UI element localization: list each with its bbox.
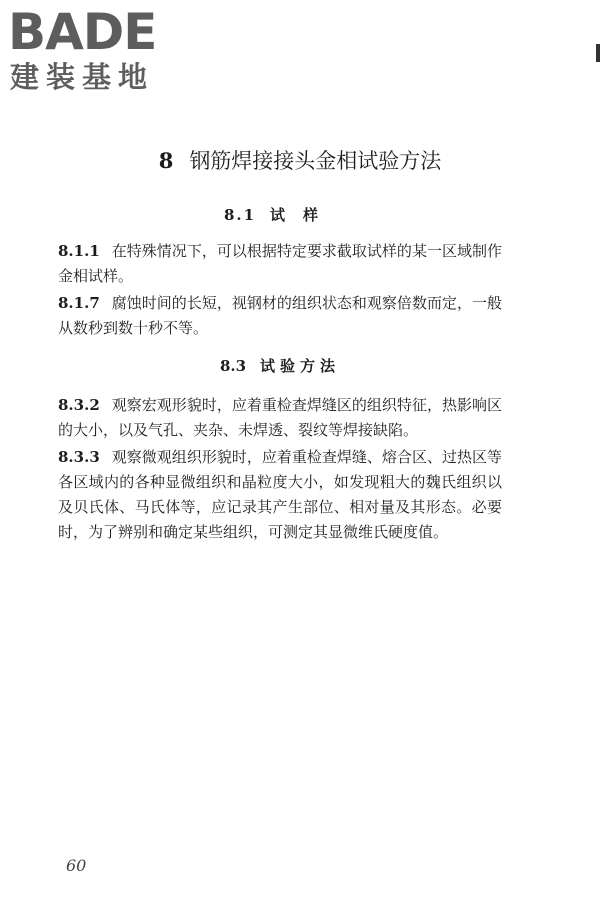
clause-number: 8.3.2	[58, 396, 100, 414]
clause-8-1-7	[58, 291, 502, 341]
section-title-text: 试验方法	[260, 357, 341, 375]
clause-text: 在特殊情况下，可以根据特定要求截取试样的某一区域制作金相试样。	[58, 242, 502, 285]
chapter-title	[0, 146, 600, 176]
clause-text: 观察宏观形貌时，应着重检查焊缝区的组织特征，热影响区的大小，以及气孔、夹杂、未焊透、裂纹等焊接缺陷。	[58, 396, 502, 439]
page-edge-mark	[596, 44, 600, 62]
clause-number: 8.1.7	[58, 294, 100, 312]
section-number: 8.1	[223, 206, 257, 224]
section-title-8-1	[0, 204, 560, 226]
clause-number: 8.3.3	[58, 448, 100, 466]
logo-wordmark: BADE	[8, 3, 157, 61]
section-number: 8.3	[219, 357, 247, 375]
clause-8-3-2	[58, 393, 502, 443]
clause-8-1-1	[58, 239, 502, 289]
page-number: 60	[66, 856, 87, 875]
clause-text: 观察微观组织形貌时，应着重检查焊缝、熔合区、过热区等各区域内的各种显微组织和晶粒度大小，如发现粗大的魏氏组织以及贝氏体、马氏体等，应记录其产生部位、相对量及其形态。必要时，为了辨别和确定某些组织，可测定其显微维氏硬度值。	[58, 448, 502, 541]
clause-text: 腐蚀时间的长短，视钢材的组织状态和观察倍数而定，一般从数秒到数十秒不等。	[58, 294, 502, 337]
clause-8-3-3	[58, 445, 502, 545]
clause-number: 8.1.1	[58, 242, 100, 260]
section-title-8-3	[0, 355, 560, 377]
chapter-title-text: 钢筋焊接接头金相试验方法	[189, 149, 442, 173]
section-title-text: 试样	[270, 206, 337, 224]
chapter-number: 8	[158, 148, 174, 173]
logo	[8, 4, 178, 96]
logo-subtitle: 建装基地	[10, 60, 155, 94]
